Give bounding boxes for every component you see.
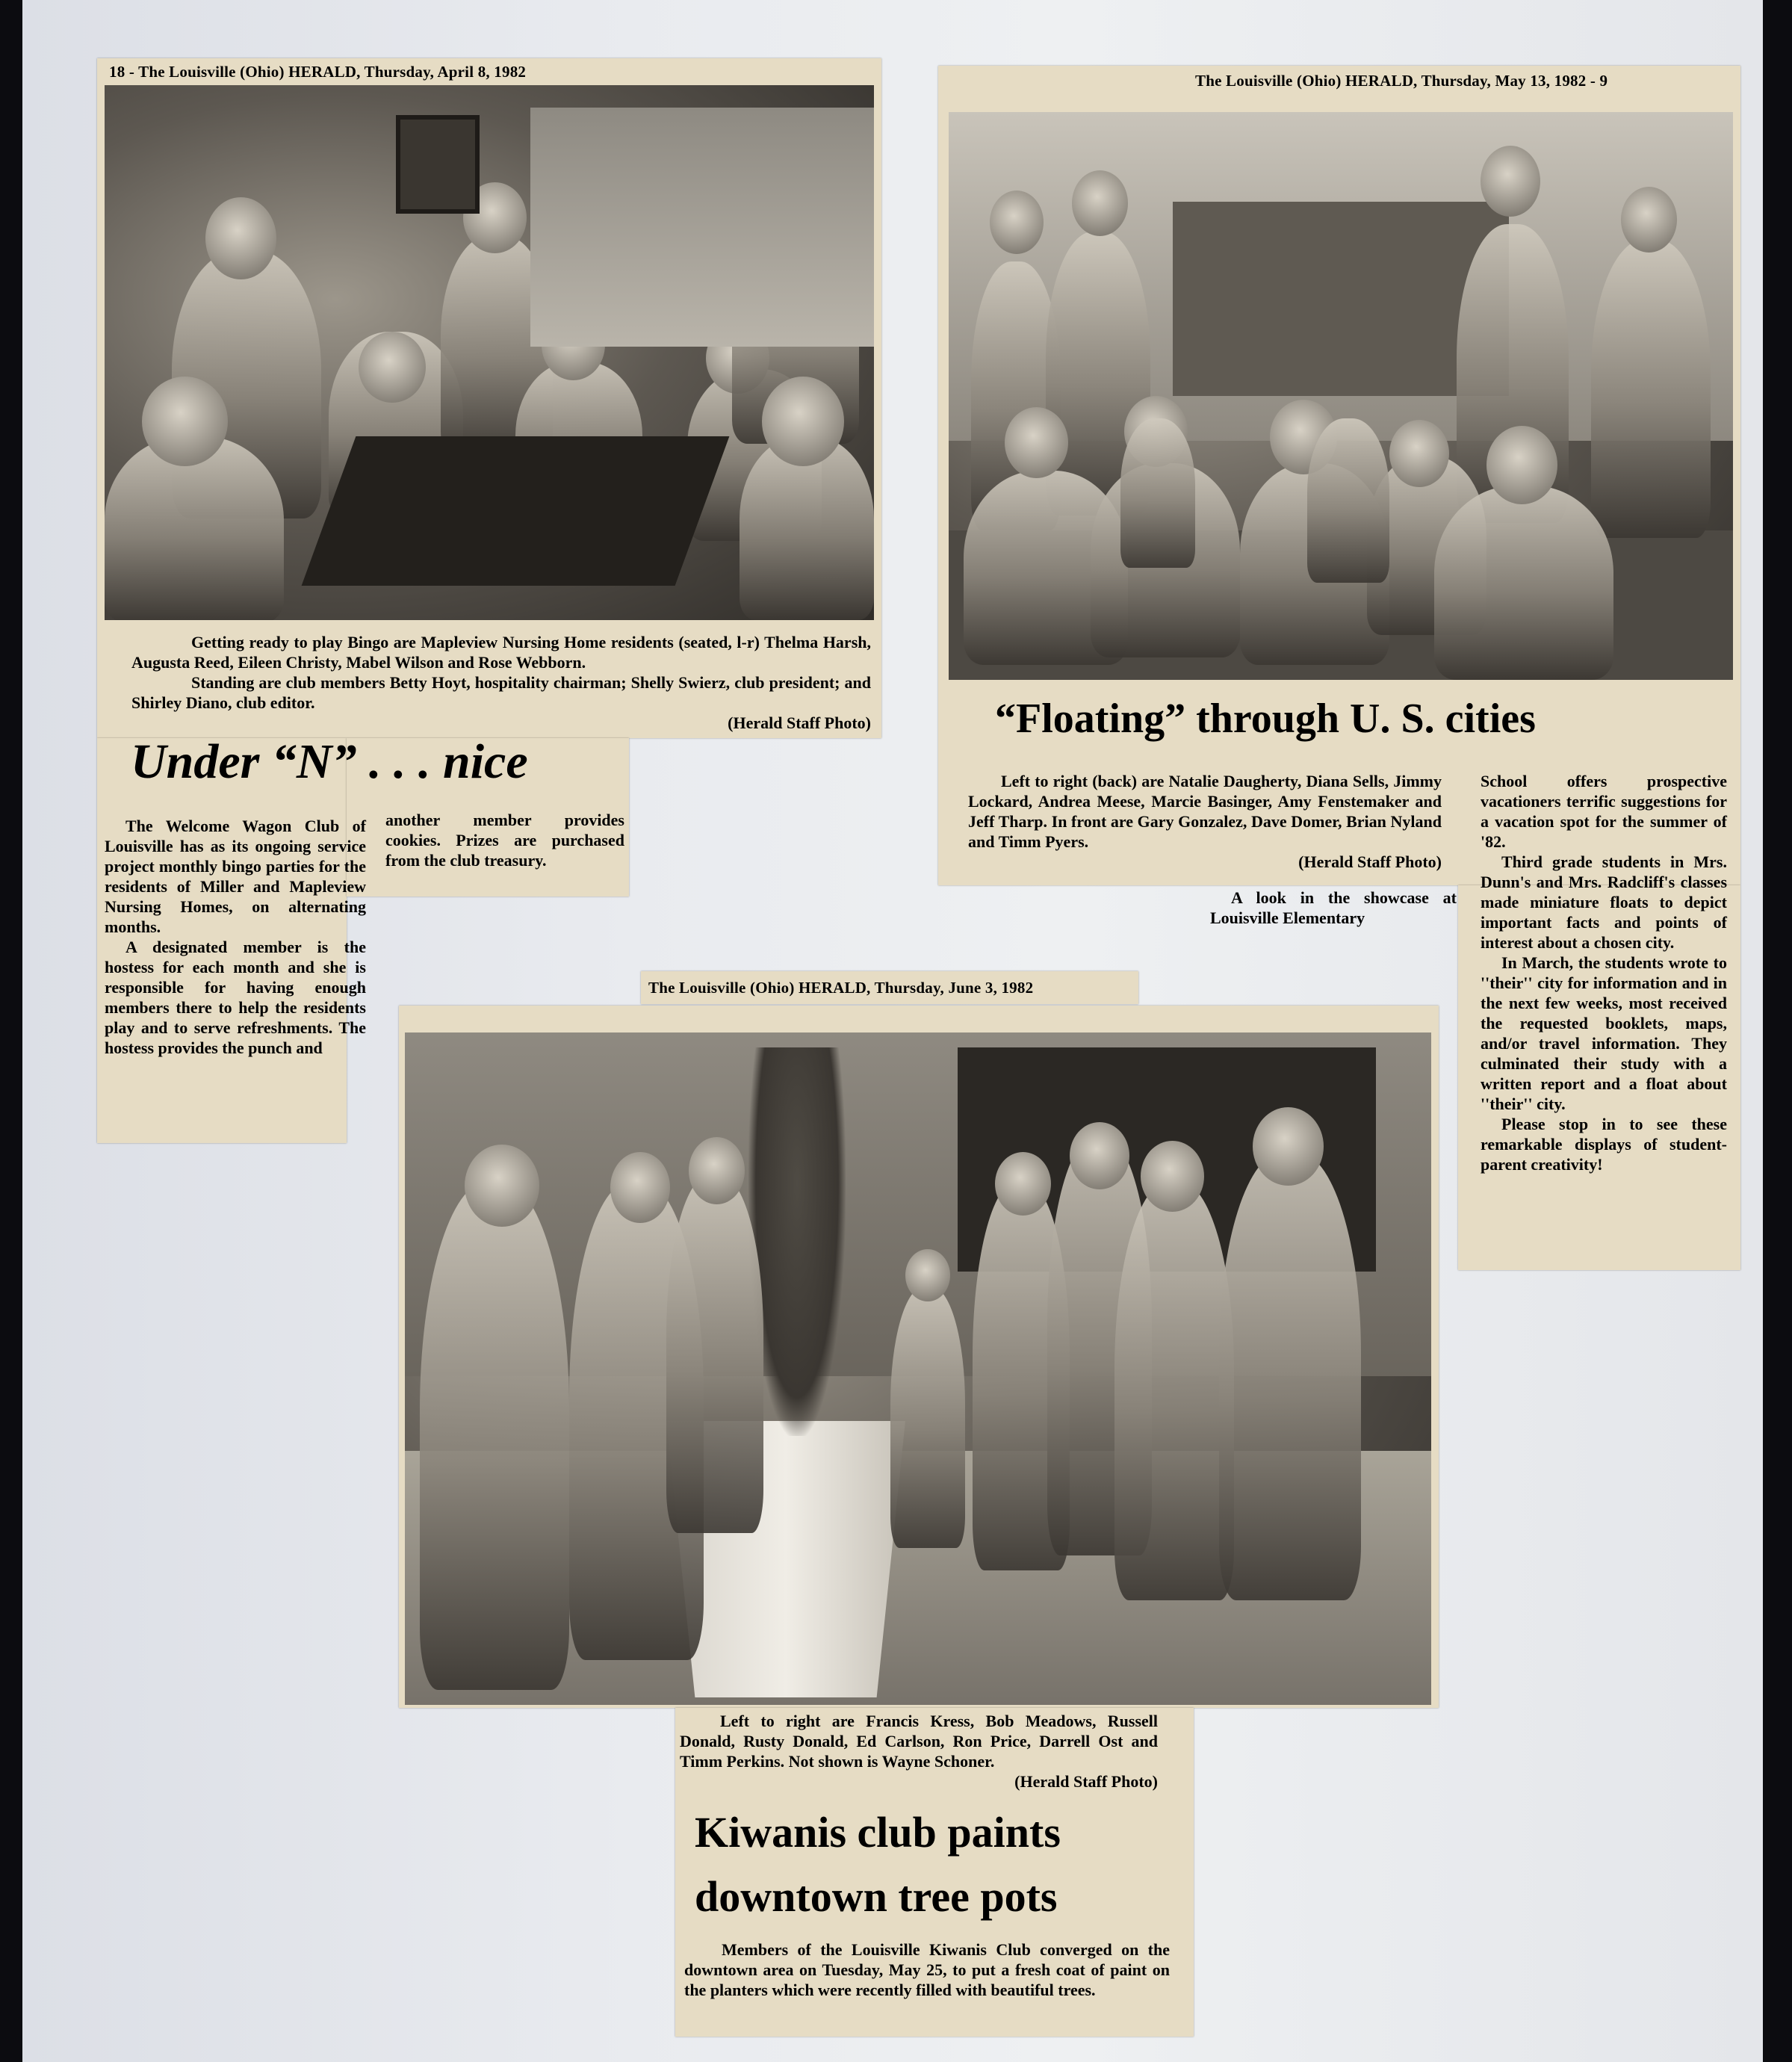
photo-credit: (Herald Staff Photo) <box>1014 1772 1158 1791</box>
photo-credit: (Herald Staff Photo) <box>1298 852 1442 871</box>
photo-third-graders <box>949 112 1733 680</box>
article-floating-col2: School offers prospective vacationers terrific suggestions for a vacation spot for the summer of '82. Third grade students in Mrs. Dunn's and Mrs. Radcliff's classes made miniature floats to depict important facts and points of interest about a chosen city. In March, the students wrote to ''their'' city for information and in the next few weeks, most received the requested booklets, maps, and/or travel information. They culminated their study with a written report and a float about ''their'' city. Please stop in to see these remarkable displays of student-parent creativity! <box>1481 772 1727 1174</box>
dateline-june: The Louisville (Ohio) HERALD, Thursday, June 3, 1982 <box>648 979 1034 997</box>
headline-floating: “Floating” through U. S. cities <box>995 696 1536 742</box>
caption-third-graders: Left to right (back) are Natalie Daugherty, Diana Sells, Jimmy Lockard, Andrea Meese, Marcie Basinger, Amy Fenstemaker and Jeff Tharp. In front are Gary Gonzalez, Dave Domer, Brian Nyland and Timm Pyers. (Herald Staff Photo) <box>968 772 1442 871</box>
article-kiwanis: Members of the Louisville Kiwanis Club converged on the downtown area on Tuesday, May 25, to put a fresh coat of paint on the planters which were recently filled with beautiful trees. <box>684 1940 1170 1999</box>
headline-kiwanis: Kiwanis club paints downtown tree pots <box>695 1808 1061 1921</box>
article-floating-lead: A look in the showcase at Louisville Elementary <box>1210 888 1457 927</box>
caption-bingo: Getting ready to play Bingo are Mapleview Nursing Home residents (seated, l-r) Thelma Harsh, Augusta Reed, Eileen Christy, Mabel Wilson and Rose Webborn. Standing are club members Betty Hoyt, hospitality chairman; Shelly Swierz, club president; and Shirley Diano, club editor. (Herald Staff Photo) <box>131 633 871 732</box>
dateline-april: 18 - The Louisville (Ohio) HERALD, Thursday, April 8, 1982 <box>109 63 527 81</box>
article-bingo-col2: another member provides cookies. Prizes are purchased from the club treasury. <box>385 811 624 870</box>
caption-kiwanis: Left to right are Francis Kress, Bob Meadows, Russell Donald, Rusty Donald, Ed Carlson, Ron Price, Darrell Ost and Timm Perkins. Not shown is Wayne Schoner. (Herald Staff Photo) <box>680 1712 1158 1791</box>
dateline-may: The Louisville (Ohio) HERALD, Thursday, May 13, 1982 - 9 <box>1195 72 1608 90</box>
scrapbook-page <box>22 0 1763 2062</box>
photo-bingo-party <box>105 85 874 620</box>
article-bingo-col1: The Welcome Wagon Club of Louisville has as its ongoing service project monthly bingo parties for the residents of Miller and Mapleview Nursing Homes, on alternating months. A designated member is the hostess for each month and she is responsible for having enough members there to help the residents play and to serve refreshments. The hostess provides the punch and <box>105 817 366 1057</box>
photo-kiwanis-planters <box>405 1032 1431 1705</box>
photo-credit: (Herald Staff Photo) <box>728 713 871 732</box>
headline-under-n: Under “N” . . . nice <box>131 734 528 789</box>
